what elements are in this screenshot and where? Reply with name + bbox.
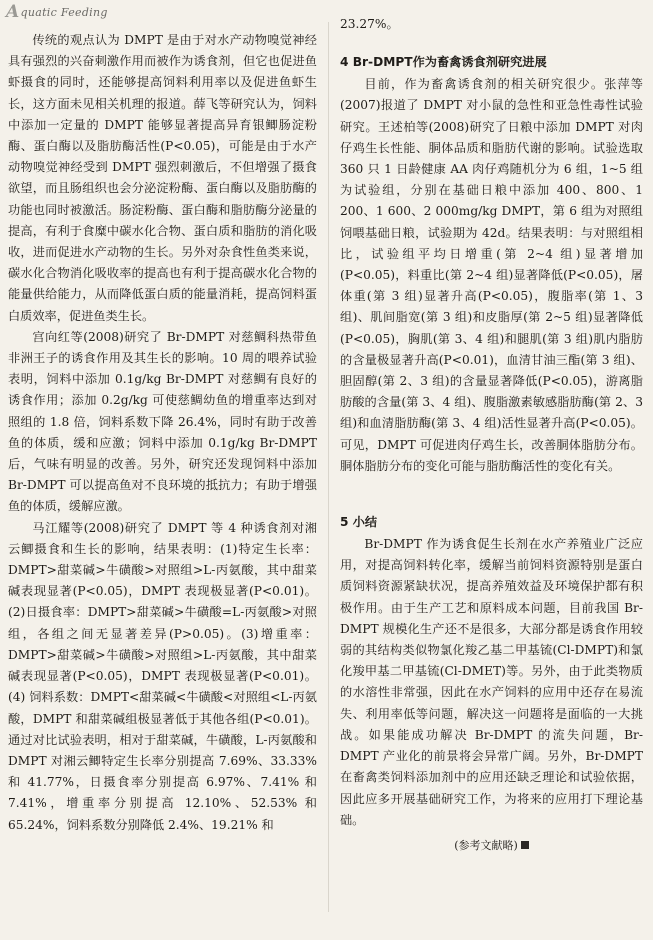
section-spacer bbox=[340, 477, 643, 511]
section-heading-5: 5 小结 bbox=[340, 515, 378, 530]
paragraph-continuation: 23.27%。 bbox=[340, 17, 399, 31]
right-column bbox=[340, 14, 643, 853]
left-column bbox=[8, 14, 317, 836]
section-heading-4: 4 Br-DMPT作为畜禽诱食剂研究进展 bbox=[340, 55, 547, 70]
header-initial: A bbox=[6, 2, 20, 22]
header-title: quatic Feeding bbox=[20, 6, 108, 19]
column-divider bbox=[328, 22, 329, 912]
paragraph-gong-xianghong: 宫向红等(2008)研究了 Br-DMPT 对慈鲷科热带鱼非洲王子的诱食作用及其生长的影响。10 周的喂养试验表明，饲料中添加 0.1g/kg Br-DMPT 对慈鲷有良好的诱食作用；添加 0.2g/kg 可使慈鲷幼鱼的增重率达到对照组的 1.8 倍，饲料系数下降 26.4%，同时有助于改善鱼的体质，缓和应激；饲料中添加 0.1g/kg Br-DMPT 后，气味有明显的改善。另外，研究还发现饲料中添加 Br-DMPT 可以提高鱼对不良环境的抵抗力；有助于增强鱼的体质，缓解应激。 bbox=[8, 329, 317, 514]
paragraph-summary: Br-DMPT 作为诱食促生长剂在水产养殖业广泛应用，对提高饲料转化率，缓解当前饲料资源特别是蛋白质饲料资源紧缺状况，提高养殖效益及环境保护都有积极作用。由于生产工艺和原料成本问题，目前我国 Br-DMPT 规模化生产还不是很多，大部分都是诱食作用较弱的其结构类似物氯化羧乙基二甲基锍(Cl-DMPT)和氯化羧甲基二甲基锍(Cl-DMET)等。另外，由于此类物质的水溶性非常强，因此在水产饲料的应用中还存在易流失、利用率低等问题，解决这一问题将是面临的一大挑战。如果能成功解决 Br-DMPT 的流失问题，Br-DMPT 产业化的前景将会异常广阔。另外，Br-DMPT 在畜禽类饲料添加剂中的应用还缺乏理论和试验依据，因此应多开展基础研究工作，为将来的应用打下理论基础。 bbox=[340, 537, 643, 827]
paragraph-livestock-research: 目前，作为畜禽诱食剂的相关研究很少。张萍等(2007)报道了 DMPT 对小鼠的急性和亚急性毒性试验研究。王述柏等(2008)研究了日粮中添加 DMPT 对肉仔鸡生长性能、胴体品质和脂肪代谢的影响。试验选取 360 只 1 日龄健康 AA 肉仔鸡随机分为 6 组，1~5 组为试验组，分别在基础日粮中添加 400、800、1 200、1 600、2 000mg/kg DMPT，第 6 组为对照组饲喂基础日粮，试验期为 42d。结果表明：与对照组相比，试验组平均日增重(第 2~4 组)显著增加(P<0.05)，料重比(第 2~4 组)显著降低(P<0.05)，屠体重(第 3 组)显著升高(P<0.05)，腹脂率(第 1、3 组)、肌间脂宽(第 3 组)和皮脂厚(第 2~5 组)显著降低(P<0.05)，胸肌(第 3、4 组)和腿肌(第 3 组)肌内脂肪的含量极显著升高(P<0.01)，血清甘油三酯(第 3 组)、胆固醇(第 2、3 组)的含量显著降低(P<0.05)，游离脂肪酸的含量(第 3、4 组)、腹脂激素敏感脂肪酶(第 2、3 组)和血清脂肪酶(第 3、4 组)活性显著升高(P<0.05)。可见，DMPT 可促进肉仔鸡生长，改善胴体脂肪分布。胴体脂肪分布的变化可能与脂肪酶活性的变化有关。 bbox=[340, 77, 643, 473]
top-spacer bbox=[8, 14, 317, 30]
paragraph-ma-jiangyao: 马江耀等(2008)研究了 DMPT 等 4 种诱食剂对湘云鲫摄食和生长的影响，结果表明：(1)特定生长率：DMPT>甜菜碱>牛磺酸>对照组>L-丙氨酸，其中甜菜碱表现显著(P<0.05)，DMPT 表现极显著(P<0.01)。(2)日摄食率：DMPT>甜菜碱>牛磺酸=L-丙氨酸>对照组，各组之间无显著差异(P>0.05)。(3)增重率：DMPT>甜菜碱>牛磺酸>对照组>L-丙氨酸，其中甜菜碱表现显著(P<0.05)，DMPT 表现极显著(P<0.01)。(4) 饲料系数：DMPT<甜菜碱<牛磺酸<对照组<L-丙氨酸，DMPT 和甜菜碱组极显著低于其他各组(P<0.01)。通过对比试验表明，相对于甜菜碱，牛磺酸，L-丙氨酸和 DMPT 对湘云鲫特定生长率分别提高 7.69%、33.33% 和 41.77%，日摄食率分别提高 6.97%、7.41% 和 7.41%，增重率分别提高 12.10%、52.53% 和 65.24%，饲料系数分别降低 2.4%、19.21% 和 bbox=[8, 520, 317, 832]
references-label: (参考文献略) bbox=[454, 838, 518, 852]
end-mark-square bbox=[521, 841, 529, 849]
references-note bbox=[340, 839, 643, 853]
section-spacer bbox=[340, 35, 643, 51]
paragraph-dmpt-mechanism: 传统的观点认为 DMPT 是由于对水产动物嗅觉神经具有强烈的兴奋刺激作用而被作为诱食剂，但它也促进鱼虾摄食的同时，还能够提高饲料利用率以及促进鱼虾生长，这方面未见相关机理的报道。薛飞等研究认为，饲料中添加一定量的 DMPT 能够显著提高异育银鲫肠淀粉酶、蛋白酶以及脂肪酶活性(P<0.05)，可能是由于水产动物嗅觉神经受到 DMPT 强烈刺激后，不但增强了摄食欲望，而且肠组织也会分泌淀粉酶、蛋白酶以及脂肪酶的功能也同时被激活。肠淀粉酶、蛋白酶和脂肪酶分泌量的提高，有利于食糜中碳水化合物、蛋白质和脂肪的消化吸收，进而促进水产动物的生长。另外对杂食性鱼类来说，碳水化合物消化吸收率的提高也有利于提高碳水化合物的能量供给能力，从而降低蛋白质的能量消耗，提高饲料蛋白质效率，促进鱼类生长。 bbox=[8, 33, 317, 323]
